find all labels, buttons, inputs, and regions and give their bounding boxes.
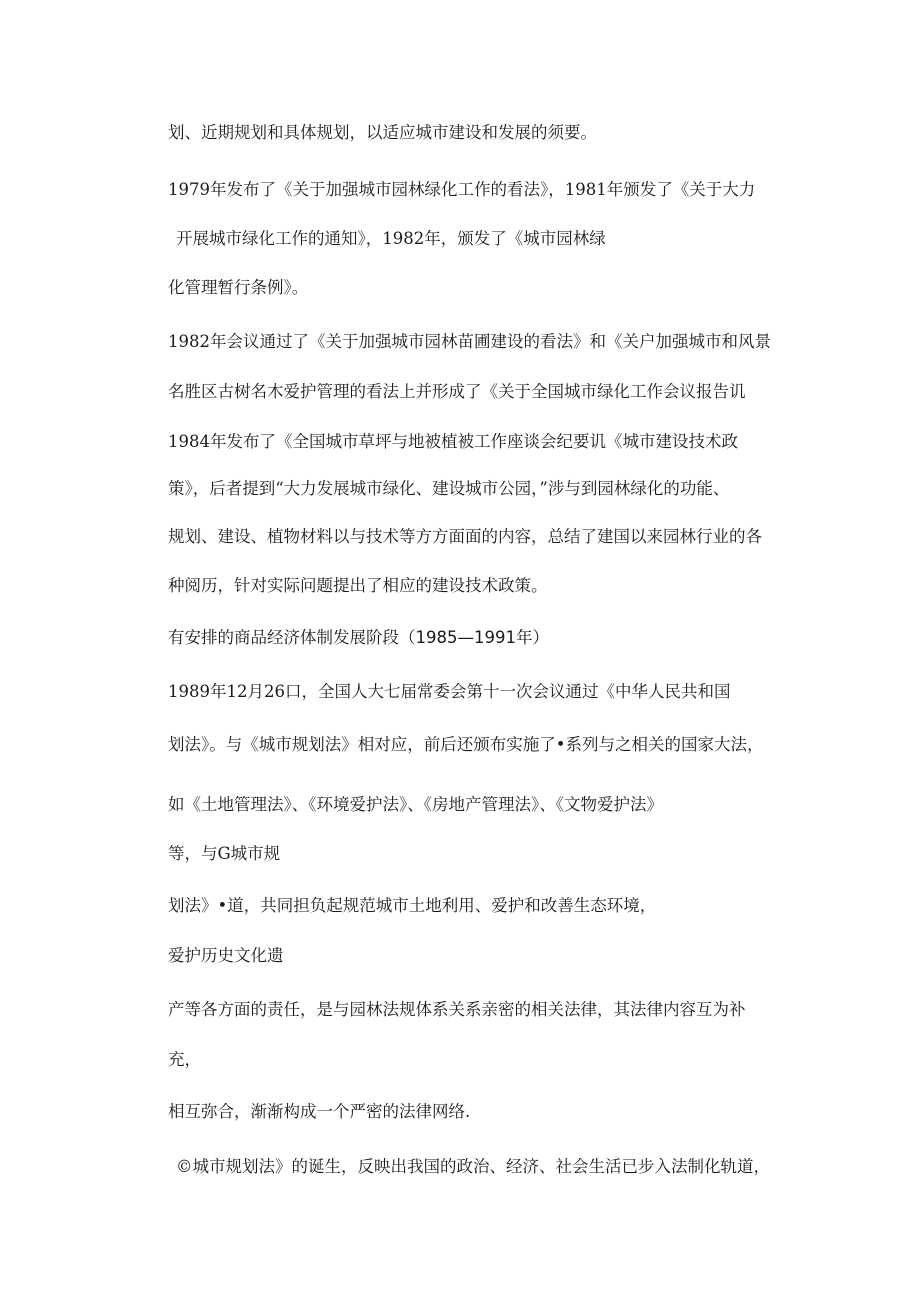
- text-line: 划法》•道，共同担负起规范城市土地利用、爱护和改善生态环境，: [168, 896, 657, 915]
- text-line: 爱护历史文化遗: [168, 946, 284, 965]
- text-line: 1989年12月26口，全国人大七届常委会第十一次会议通过《中华人民共和国: [168, 682, 731, 701]
- text-line: 产等各方面的责任，是与园林法规体系关系亲密的相关法律，其法律内容互为补: [168, 1000, 746, 1019]
- text-line: 1979年发布了《关于加强城市园林绿化工作的看法》，1981年颁发了《关于大力: [168, 180, 756, 199]
- text-line: 如《土地管理法》、《环境爱护法》、《房地产管理法》、《文物爱护法》: [168, 795, 663, 814]
- text-line: 相互弥合，渐渐构成一个严密的法律网络.: [168, 1102, 471, 1121]
- text-line: 划、近期规划和具体规划，以适应城市建设和发展的须要。: [168, 123, 597, 142]
- text-line: 种阅历，针对实际问题提出了相应的建设技术政策。: [168, 576, 548, 595]
- text-line: 1984年发布了《全国城市草坪与地被植被工作座谈会纪要讥《城市建设技术政: [168, 432, 738, 451]
- text-line: 策》，后者提到“大力发展城市绿化、建设城市公园，”涉与到园林绿化的功能、: [168, 479, 730, 498]
- text-line: 1982年会议通过了《关于加强城市园林苗圃建设的看法》和《关户加强城市和风景: [168, 332, 771, 351]
- text-line: 等，与G城市规: [168, 844, 281, 863]
- text-line: 化管理暂行条例》。: [168, 278, 309, 297]
- section-heading: 有安排的商品经济体制发展阶段（1985—1991年）: [168, 628, 549, 647]
- text-line: ©城市规划法》的诞生，反映出我国的政治、经济、社会生活已步入法制化轨道，: [176, 1157, 770, 1176]
- text-line: 划法》。与《城市规划法》相对应，前后还颁布实施了•系列与之相关的国家大法，: [168, 735, 764, 754]
- text-line: 规划、建设、植物材料以与技术等方方面面的内容，总结了建国以来园林行业的各: [168, 527, 762, 546]
- text-line: 开展城市绿化工作的通知》，1982年，颁发了《城市园林绿: [176, 229, 606, 248]
- text-line: 充，: [168, 1050, 201, 1069]
- text-line: 名胜区古树名木爱护管理的看法上并形成了《关于全国城市绿化工作会议报告讥: [168, 382, 746, 401]
